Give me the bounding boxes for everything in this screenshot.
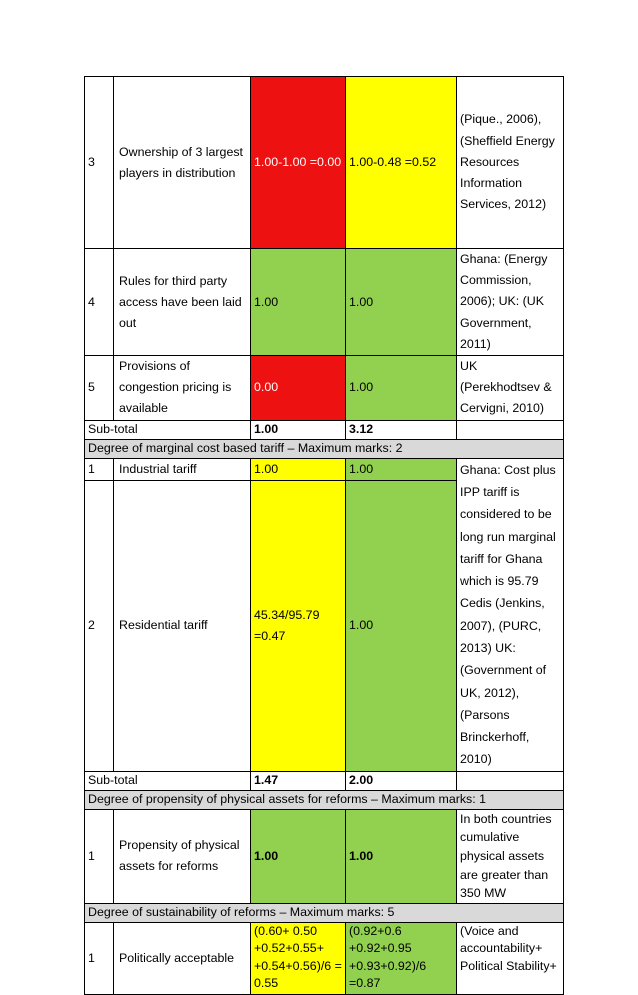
source-cell: In both countries cumulative physical assets are greater than 350 MW [457, 809, 564, 903]
row-index: 1 [85, 922, 114, 994]
row-index: 2 [85, 480, 114, 771]
ghana-score-cell: 1.00 [251, 458, 346, 480]
source-cell: (Voice and accountability+ Political Stability+ [457, 922, 564, 994]
uk-subtotal: 3.12 [346, 420, 457, 439]
criterion-cell: Propensity of physical assets for reforms [114, 809, 251, 903]
empty-cell [457, 420, 564, 439]
uk-score-cell: 1.00 [346, 480, 457, 771]
table-row [85, 77, 564, 249]
subtotal-label: Sub-total [85, 420, 251, 439]
criterion-cell: Industrial tariff [114, 458, 251, 480]
uk-score-cell: (0.92+0.6 +0.92+0.95 +0.93+0.92)/6 =0.87 [346, 922, 457, 994]
uk-score-cell: 1.00 [346, 458, 457, 480]
subtotal-row [85, 771, 564, 790]
table-row [85, 249, 564, 356]
source-cell: UK (Perekhodtsev & Cervigni, 2010) [457, 356, 564, 421]
ghana-score-cell: 0.00 [251, 356, 346, 421]
source-cell: (Pique., 2006), (Sheffield Energy Resources Information Services, 2012) [457, 77, 564, 249]
table-row [85, 809, 564, 903]
subtotal-row [85, 420, 564, 439]
uk-subtotal: 2.00 [346, 771, 457, 790]
table-row [85, 922, 564, 994]
table-row [85, 458, 564, 480]
ghana-subtotal: 1.00 [251, 420, 346, 439]
criterion-cell: Politically acceptable [114, 922, 251, 994]
source-cell: Ghana: Cost plus IPP tariff is considered to be long run marginal tariff for Ghana which is 95.79 Cedis (Jenkins, 2007), (PURC, 2013) UK: (Government of UK, 2012), (Parsons Brinckerhoff, 2010) [457, 458, 564, 771]
uk-score-cell: 1.00 [346, 249, 457, 356]
source-cell: Ghana: (Energy Commission, 2006); UK: (UK Government, 2011) [457, 249, 564, 356]
row-index: 1 [85, 458, 114, 480]
row-index: 1 [85, 809, 114, 903]
section-header-row [85, 790, 564, 809]
empty-cell [457, 771, 564, 790]
uk-score-cell: 1.00 [346, 356, 457, 421]
section-header: Degree of sustainability of reforms – Maximum marks: 5 [85, 903, 564, 922]
ghana-score-cell: 1.00 [251, 809, 346, 903]
criterion-cell: Provisions of congestion pricing is available [114, 356, 251, 421]
criterion-cell: Ownership of 3 largest players in distribution [114, 77, 251, 249]
row-index: 3 [85, 77, 114, 249]
row-index: 5 [85, 356, 114, 421]
uk-score-cell: 1.00 [346, 809, 457, 903]
row-index: 4 [85, 249, 114, 356]
uk-score-cell: 1.00-0.48 =0.52 [346, 77, 457, 249]
table-row [85, 356, 564, 421]
criterion-cell: Residential tariff [114, 480, 251, 771]
ghana-score-cell: 1.00-1.00 =0.00 [251, 77, 346, 249]
ghana-score-cell: (0.60+ 0.50 +0.52+0.55+ +0.54+0.56)/6 = 0.55 [251, 922, 346, 994]
section-header: Degree of marginal cost based tariff – Maximum marks: 2 [85, 439, 564, 458]
section-header-row [85, 439, 564, 458]
subtotal-label: Sub-total [85, 771, 251, 790]
assessment-table [84, 76, 564, 995]
ghana-score-cell: 45.34/95.79 =0.47 [251, 480, 346, 771]
criterion-cell: Rules for third party access have been laid out [114, 249, 251, 356]
ghana-subtotal: 1.47 [251, 771, 346, 790]
section-header: Degree of propensity of physical assets for reforms – Maximum marks: 1 [85, 790, 564, 809]
ghana-score-cell: 1.00 [251, 249, 346, 356]
section-header-row [85, 903, 564, 922]
